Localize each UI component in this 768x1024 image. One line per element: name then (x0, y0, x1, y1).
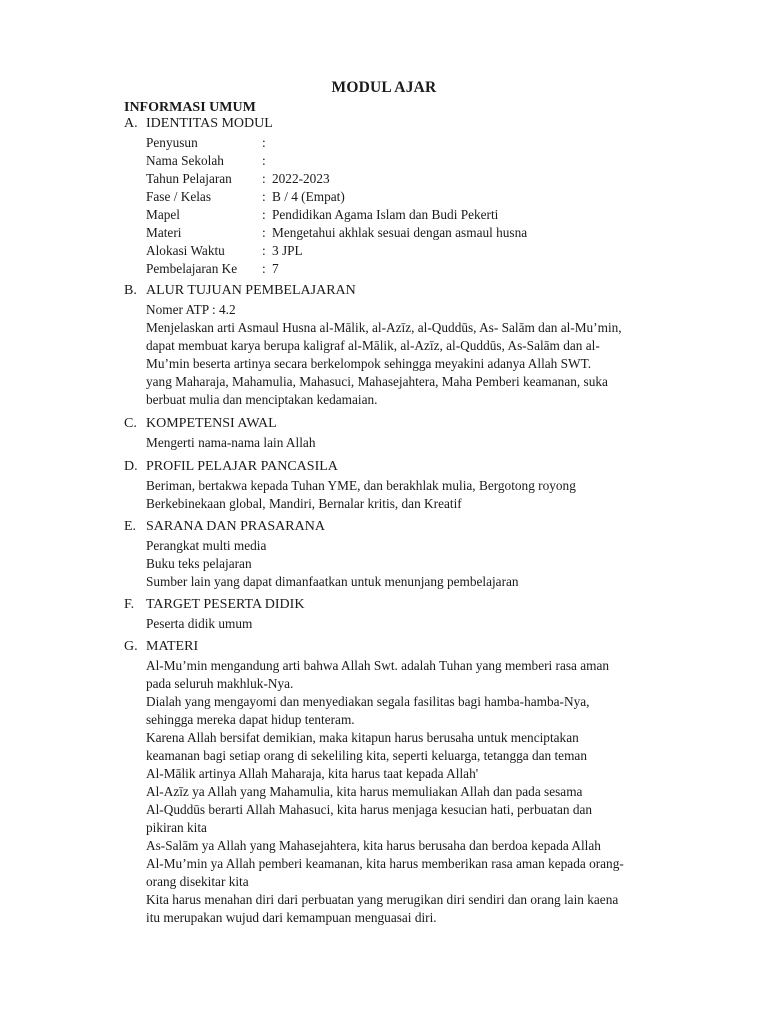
identity-label: Mapel (146, 207, 180, 222)
text-line: berbuat mulia dan menciptakan kedamaian. (146, 392, 378, 407)
text-line: Kita harus menahan diri dari perbuatan yang merugikan diri sendiri dan orang lain kaena (146, 892, 619, 907)
text-line: pada seluruh makhluk-Nya. (146, 676, 294, 691)
section-letter: G. (124, 639, 138, 654)
identity-colon: : (262, 171, 266, 186)
identity-value: 2022-2023 (272, 171, 330, 186)
text-line: Al-Mu’min mengandung arti bahwa Allah Swt. adalah Tuhan yang memberi rasa aman (146, 658, 610, 673)
identity-colon: : (262, 243, 266, 258)
identity-colon: : (262, 189, 266, 204)
section-title: PROFIL PELAJAR PANCASILA (146, 459, 338, 474)
text-line: sehingga mereka dapat hidup tenteram. (146, 712, 355, 727)
text-line: Berkebinekaan global, Mandiri, Bernalar kritis, dan Kreatif (146, 496, 462, 511)
section-title: TARGET PESERTA DIDIK (146, 597, 305, 612)
document-title: MODUL AJAR (331, 79, 437, 96)
section-letter: C. (124, 416, 137, 431)
identity-label: Pembelajaran Ke (146, 261, 238, 276)
section-letter: D. (124, 459, 138, 474)
identity-value: Pendidikan Agama Islam dan Budi Pekerti (272, 207, 499, 222)
text-line: Al-Quddūs berarti Allah Mahasuci, kita harus menjaga kesucian hati, perbuatan dan (146, 802, 593, 817)
text-line: Al-Mu’min ya Allah pemberi keamanan, kita harus memberikan rasa aman kepada orang- (146, 856, 624, 871)
text-line: Perangkat multi media (146, 538, 267, 553)
section-materi-body (146, 657, 624, 927)
text-line: Sumber lain yang dapat dimanfaatkan untuk menunjang pembelajaran (146, 574, 519, 589)
text-line: keamanan bagi setiap orang di sekeliling kita, seperti keluarga, tetangga dan teman (146, 748, 587, 763)
identity-colon: : (262, 207, 266, 222)
text-line: yang Maharaja, Mahamulia, Mahasuci, Mahasejahtera, Maha Pemberi keamanan, suka (146, 374, 608, 389)
section-title: IDENTITAS MODUL (146, 116, 273, 131)
section-heading: INFORMASI UMUM (124, 100, 256, 115)
identity-label: Alokasi Waktu (146, 243, 225, 258)
identity-label: Penyusun (146, 135, 198, 150)
text-line: itu merupakan wujud dari kemampuan menguasai diri. (146, 910, 437, 925)
section-sarana-body (146, 537, 519, 591)
text-line: Mu’min beserta artinya secara berkelompok sehingga meyakini adanya Allah SWT. (146, 356, 592, 371)
section-letter: E. (124, 519, 137, 534)
section-letter: B. (124, 283, 137, 298)
identity-label: Fase / Kelas (146, 189, 211, 204)
text-line: Mengerti nama-nama lain Allah (146, 435, 316, 450)
section-target-body (146, 615, 252, 633)
section-alur-body (146, 301, 622, 409)
identity-value: 3 JPL (272, 243, 303, 258)
text-line: Al-Mālik artinya Allah Maharaja, kita harus taat kepada Allah' (146, 766, 479, 781)
identity-value: 7 (272, 261, 279, 276)
section-title: SARANA DAN PRASARANA (146, 519, 325, 534)
text-line: Buku teks pelajaran (146, 556, 252, 571)
section-kompetensi-body (146, 434, 315, 452)
identity-colon: : (262, 261, 266, 276)
text-line: dapat membuat karya berupa kaligraf al-Mālik, al-Azīz, al-Quddūs, As-Salām dan al- (146, 338, 600, 353)
identity-label: Tahun Pelajaran (146, 171, 232, 186)
identity-value: Mengetahui akhlak sesuai dengan asmaul husna (272, 225, 528, 240)
section-title: MATERI (146, 639, 199, 654)
text-line: pikiran kita (146, 820, 207, 835)
section-title: KOMPETENSI AWAL (146, 416, 277, 431)
text-line: Nomer ATP : 4.2 (146, 302, 236, 317)
text-line: As-Salām ya Allah yang Mahasejahtera, kita harus berusaha dan berdoa kepada Allah (146, 838, 601, 853)
section-letter: F. (124, 597, 135, 612)
identity-value: B / 4 (Empat) (272, 189, 345, 204)
section-profil-body (146, 477, 576, 513)
text-line: Karena Allah bersifat demikian, maka kitapun harus berusaha untuk menciptakan (146, 730, 579, 745)
text-line: Dialah yang mengayomi dan menyediakan segala fasilitas bagi hamba-hamba-Nya, (146, 694, 590, 709)
text-line: Peserta didik umum (146, 616, 253, 631)
identity-colon: : (262, 225, 266, 240)
section-letter: A. (124, 116, 138, 131)
identity-colon: : (262, 153, 266, 168)
identity-colon: : (262, 135, 266, 150)
text-line: orang disekitar kita (146, 874, 249, 889)
identity-label: Materi (146, 225, 182, 240)
section-title: ALUR TUJUAN PEMBELAJARAN (146, 283, 356, 298)
identity-label: Nama Sekolah (146, 153, 224, 168)
text-line: Menjelaskan arti Asmaul Husna al-Mālik, al-Azīz, al-Quddūs, As- Salām dan al-Mu’min, (146, 320, 622, 335)
text-line: Al-Azīz ya Allah yang Mahamulia, kita harus memuliakan Allah dan pada sesama (146, 784, 583, 799)
text-line: Beriman, bertakwa kepada Tuhan YME, dan berakhlak mulia, Bergotong royong (146, 478, 576, 493)
